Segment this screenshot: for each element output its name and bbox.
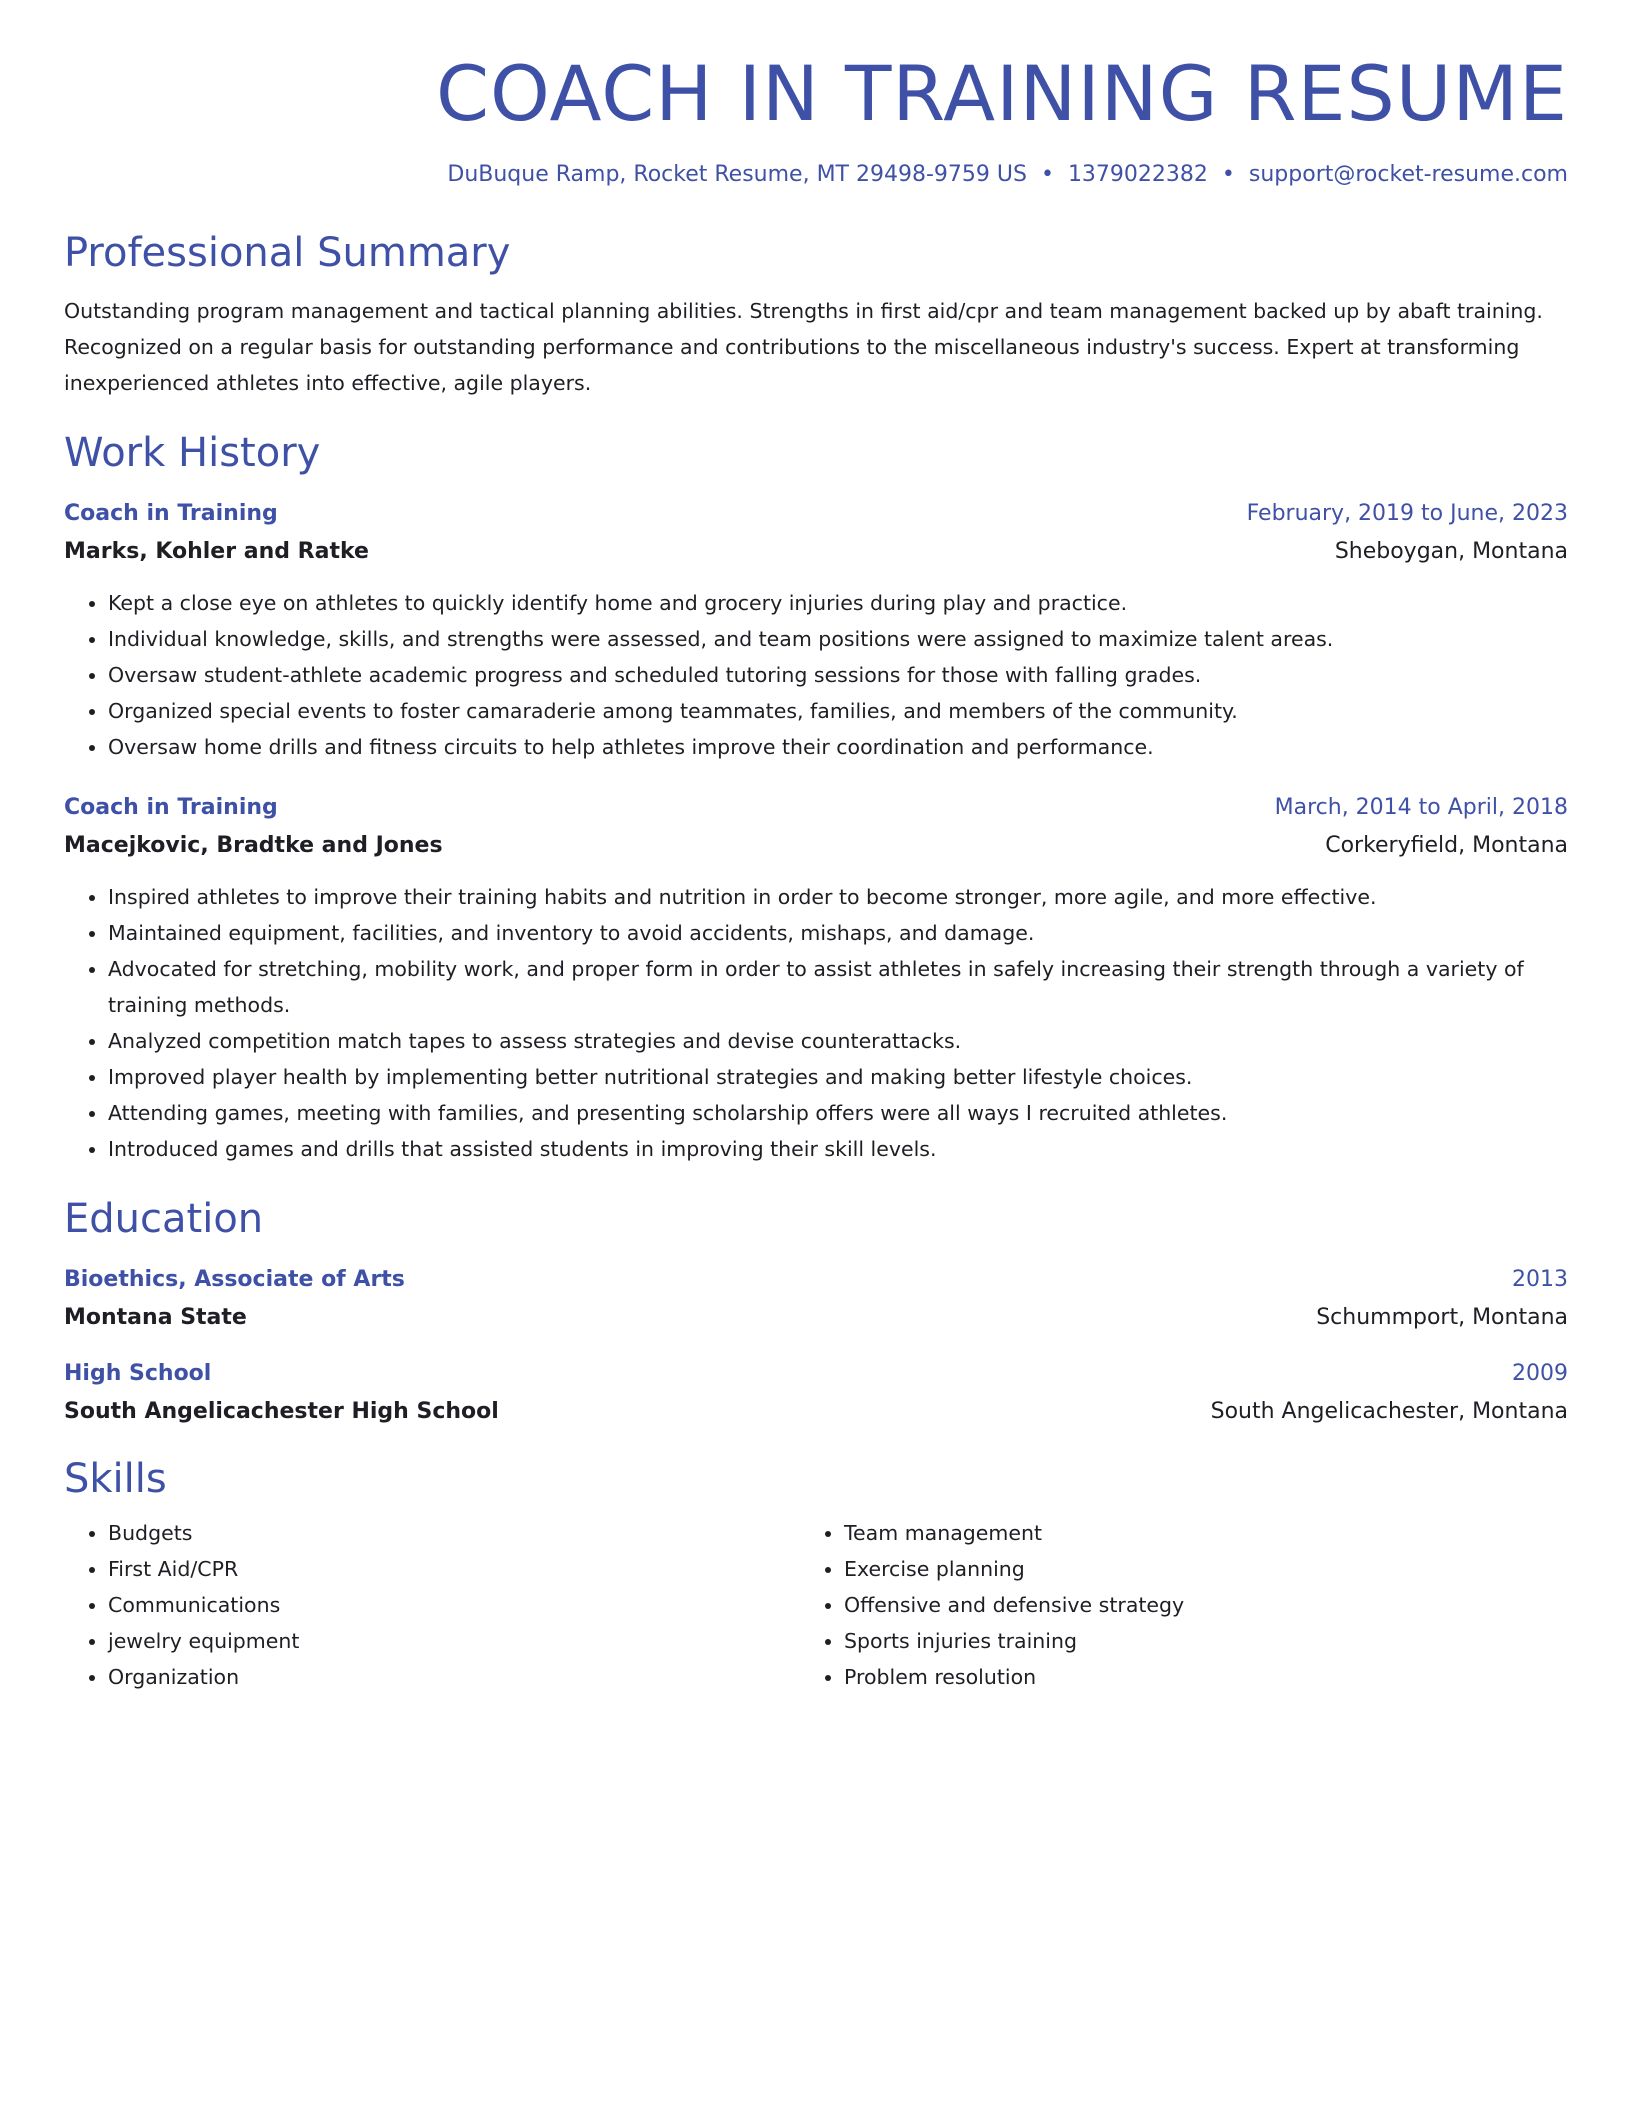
- job-bullet: • Inspired athletes to improve their training habits and nutrition in order to become stronger, more agile, and more effective.: [108, 879, 1568, 915]
- job-bullet: • Individual knowledge, skills, and strengths were assessed, and team positions were assigned to maximize talent areas.: [108, 621, 1568, 657]
- contact-separator: •: [1221, 161, 1235, 187]
- job-title-row: [64, 499, 1568, 529]
- job-location: Corkeryfield, Montana: [1325, 832, 1568, 858]
- job-bullet: • Kept a close eye on athletes to quickly identify home and grocery injuries during play and practice.: [108, 585, 1568, 621]
- education-school-row: [64, 1397, 1568, 1427]
- education-school: South Angelicachester High School: [64, 1398, 499, 1424]
- job-entry: [64, 793, 1568, 1167]
- skill-item: • jewelry equipment: [108, 1623, 800, 1659]
- skill-item: • Organization: [108, 1659, 800, 1695]
- contact-line: [64, 162, 1568, 187]
- resume-name: COACH IN TRAINING RESUME: [435, 49, 1568, 138]
- skill-item: • Exercise planning: [844, 1551, 1536, 1587]
- education-location: Schummport, Montana: [1316, 1304, 1568, 1330]
- contact-separator: •: [1040, 161, 1054, 187]
- education-degree-row: [64, 1265, 1568, 1295]
- work-history-heading: Work History: [64, 429, 321, 476]
- job-bullet: • Attending games, meeting with families, and presenting scholarship offers were all ways I recruited athletes.: [108, 1095, 1568, 1131]
- skill-item: • Budgets: [108, 1515, 800, 1551]
- job-bullet: • Improved player health by implementing better nutritional strategies and making better lifestyle choices.: [108, 1059, 1568, 1095]
- summary-text: Outstanding program management and tactical planning abilities. Strengths in first aid/cpr and team management backed up by abaft training. Recognized on a regular basis for outstanding performance and contributions to the miscellaneous industry's success. Expert at transforming inexperienced athletes into effective, agile players.: [64, 298, 1543, 395]
- skills-heading: Skills: [64, 1455, 167, 1502]
- skills-column-right: [800, 1515, 1536, 1695]
- contact-phone: 1379022382: [1067, 161, 1208, 187]
- job-title: Coach in Training: [64, 794, 278, 820]
- job-company: Marks, Kohler and Ratke: [64, 538, 369, 564]
- job-bullets: [64, 879, 1568, 1167]
- job-company-row: [64, 537, 1568, 567]
- education-degree: High School: [64, 1360, 212, 1386]
- job-bullet: • Oversaw student-athlete academic progress and scheduled tutoring sessions for those with falling grades.: [108, 657, 1568, 693]
- job-company: Macejkovic, Bradtke and Jones: [64, 832, 443, 858]
- job-entry: [64, 499, 1568, 765]
- education-entry: [64, 1359, 1568, 1427]
- job-dates: February, 2019 to June, 2023: [1246, 500, 1568, 526]
- education-entry: [64, 1265, 1568, 1333]
- education-heading: Education: [64, 1195, 264, 1242]
- job-dates: March, 2014 to April, 2018: [1274, 794, 1568, 820]
- job-bullet: • Advocated for stretching, mobility work, and proper form in order to assist athletes in safely increasing their strength through a variety of training methods.: [108, 951, 1568, 1023]
- job-bullet: • Maintained equipment, facilities, and inventory to avoid accidents, mishaps, and damage.: [108, 915, 1568, 951]
- job-bullet: • Organized special events to foster camaraderie among teammates, families, and members of the community.: [108, 693, 1568, 729]
- job-bullets: [64, 585, 1568, 765]
- education-degree-row: [64, 1359, 1568, 1389]
- skill-item: • Offensive and defensive strategy: [844, 1587, 1536, 1623]
- job-bullet: • Analyzed competition match tapes to assess strategies and devise counterattacks.: [108, 1023, 1568, 1059]
- skill-item: • Sports injuries training: [844, 1623, 1536, 1659]
- education-year: 2013: [1512, 1266, 1568, 1292]
- education-school: Montana State: [64, 1304, 247, 1330]
- contact-email: support@rocket-resume.com: [1248, 161, 1568, 187]
- skills-list: [64, 1515, 1568, 1695]
- education-location: South Angelicachester, Montana: [1210, 1398, 1568, 1424]
- job-title: Coach in Training: [64, 500, 278, 526]
- skill-item: • Problem resolution: [844, 1659, 1536, 1695]
- skill-item: • Communications: [108, 1587, 800, 1623]
- job-location: Sheboygan, Montana: [1334, 538, 1568, 564]
- skills-column-left: [64, 1515, 800, 1695]
- summary-heading: Professional Summary: [64, 229, 511, 276]
- skill-item: • Team management: [844, 1515, 1536, 1551]
- resume-header: [64, 49, 1568, 187]
- job-title-row: [64, 793, 1568, 823]
- skill-item: • First Aid/CPR: [108, 1551, 800, 1587]
- contact-address: DuBuque Ramp, Rocket Resume, MT 29498-9759 US: [447, 161, 1027, 187]
- education-school-row: [64, 1303, 1568, 1333]
- education-year: 2009: [1512, 1360, 1568, 1386]
- job-bullet: • Oversaw home drills and fitness circuits to help athletes improve their coordination and performance.: [108, 729, 1568, 765]
- job-bullet: • Introduced games and drills that assisted students in improving their skill levels.: [108, 1131, 1568, 1167]
- education-degree: Bioethics, Associate of Arts: [64, 1266, 405, 1292]
- job-company-row: [64, 831, 1568, 861]
